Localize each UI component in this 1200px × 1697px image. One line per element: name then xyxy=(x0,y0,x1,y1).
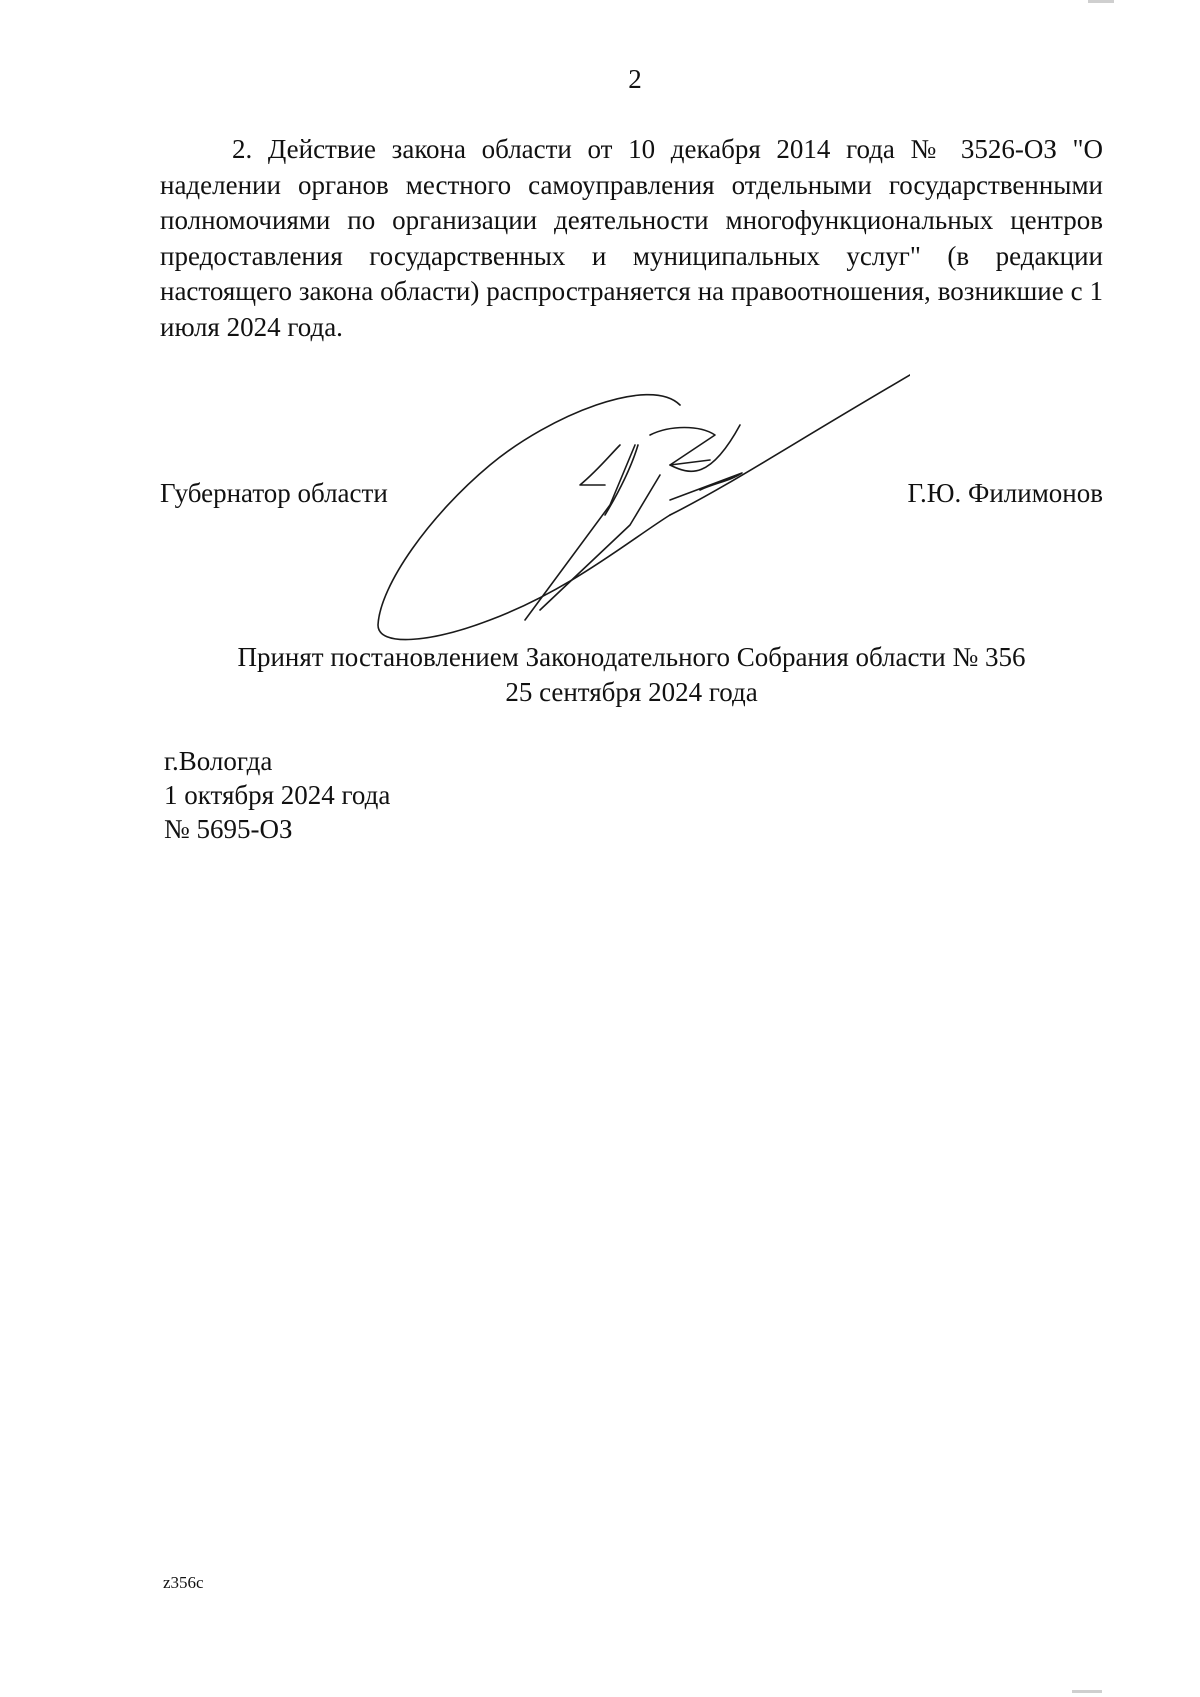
page-number: 2 xyxy=(628,64,642,94)
handwritten-signature xyxy=(370,365,910,645)
scan-artifact xyxy=(1072,1690,1102,1693)
article-paragraph: 2. Действие закона области от 10 декабря 2014 года № 3526-ОЗ "О наделении органов местного самоуправления отдельными государственными полномочиями по организации деятельности многофункциональных центров предоставления государственных и муниципальных услуг" (в редакции настоящего закона области) распространяется на правоотношения, возникшие с 1 июля 2024 года. xyxy=(160,134,1103,342)
signatory-name: Г.Ю. Филимонов xyxy=(907,478,1103,508)
adoption-line: Принят постановлением Законодательного Собрания области № 356 xyxy=(237,642,1026,672)
place-city: г.Вологда xyxy=(164,746,273,776)
adoption-date: 25 сентября 2024 года xyxy=(505,677,758,707)
document-code: z356c xyxy=(163,1573,204,1592)
signatory-title: Губернатор области xyxy=(160,478,388,508)
place-block xyxy=(164,744,390,846)
law-number: № 5695-ОЗ xyxy=(164,814,293,844)
scan-artifact xyxy=(1088,0,1114,3)
place-date: 1 октября 2024 года xyxy=(164,780,391,810)
adoption-block xyxy=(160,640,1103,710)
